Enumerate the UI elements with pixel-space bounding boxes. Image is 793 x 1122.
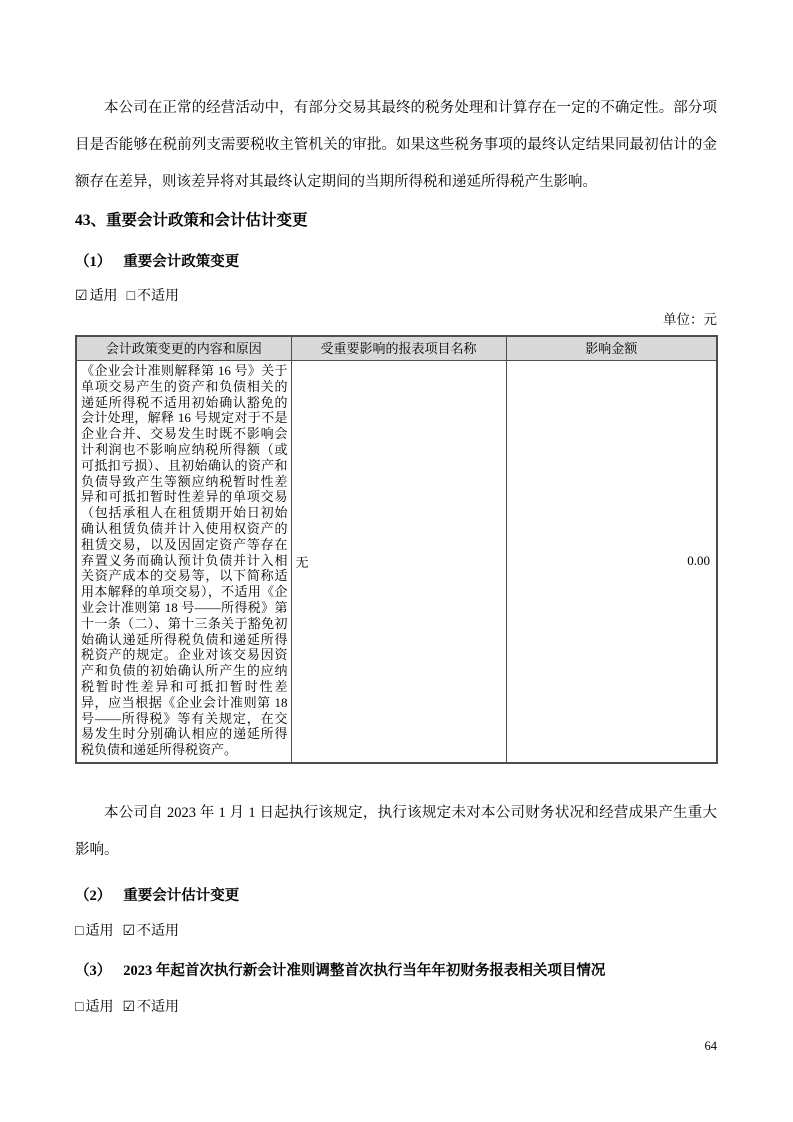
applicable-option (75, 289, 118, 304)
checkbox-unchecked-icon: □ (75, 999, 84, 1015)
checkbox-checked-icon: ☑ (122, 999, 136, 1015)
subsection-3-title: 2023 年起首次执行新会计准则调整首次执行当年年初财务报表相关项目情况 (123, 962, 606, 979)
checkbox-unchecked-icon: □ (126, 289, 136, 304)
checkbox-unchecked-icon: □ (75, 923, 84, 939)
page-number: 64 (704, 1039, 717, 1053)
unit-label: 单位：元 (663, 312, 717, 327)
not-applicable-label: 不适用 (137, 999, 180, 1015)
subsection-1-title: 重要会计政策变更 (123, 254, 240, 270)
not-applicable-label: 不适用 (137, 923, 180, 939)
cell-content-and-reason: 《企业会计准则解释第 16 号》关于单项交易产生的资产和负债相关的递延所得税不适用初始确认豁免的会计处理，解释 16 号规定对于不是企业合并、交易发生时既不影响会计利润也不影响应纳税所得额（或可抵扣亏损）、且初始确认的资产和负债导致产生等额应纳税暂时性差异和可抵扣暂时性差异的单项交易（包括承租人在租赁期开始日初始确认租赁负债并计入使用权资产的租赁交易，以及因固定资产等存在弃置义务而确认预计负债并计入相关资产成本的交易等，以下简称适用本解释的单项交易），不适用《企业会计准则第 18 号——所得税》第十一条（二）、第十三条关于豁免初始确认递延所得税负债和递延所得税资产的规定。企业对该交易因资产和负债的初始确认所产生的应纳税暂时性差异和可抵扣暂时性差异，应当根据《企业会计准则第 18 号——所得税》等有关规定，在交易发生时分别确认相应的递延所得税负债和递延所得税资产。 (76, 361, 291, 763)
column-header-content-reason: 会计政策变更的内容和原因 (76, 336, 291, 361)
section-43-heading: 43、重要会计政策和会计估计变更 (75, 212, 308, 229)
subsection-2-number: （2） (75, 887, 112, 904)
intro-paragraph: 本公司在正常的经营活动中，有部分交易其最终的税务处理和计算存在一定的不确定性。部分项目是否能够在税前列支需要税收主管机关的审批。如果这些税务事项的最终认定结果同最初估计的金额存在差异，则该差异将对其最终认定期间的当期所得税和递延所得税产生影响。 (75, 100, 717, 190)
not-applicable-option (122, 1000, 179, 1015)
subsection-1-heading (75, 252, 717, 272)
not-applicable-label: 不适用 (137, 289, 180, 304)
applicable-option (75, 924, 113, 939)
applicable-option (75, 1000, 113, 1015)
applicable-label: 适用 (85, 999, 114, 1015)
applicability-line-1 (75, 287, 717, 306)
subsection-2-heading (75, 886, 717, 906)
execution-paragraph: 本公司自 2023 年 1 月 1 日起执行该规定，执行该规定未对本公司财务状况和经营成果产生重大影响。 (75, 804, 717, 858)
subsection-3-number: （3） (75, 962, 112, 979)
not-applicable-option (122, 924, 179, 939)
column-header-affected-items: 受重要影响的报表项目名称 (291, 336, 506, 361)
table-row (76, 361, 717, 763)
checkbox-checked-icon: ☑ (75, 289, 88, 304)
column-header-impact-amount: 影响金额 (506, 336, 717, 361)
applicability-line-2 (75, 922, 717, 941)
subsection-2-title: 重要会计估计变更 (123, 887, 240, 904)
table-header-row (76, 336, 717, 361)
subsection-3-heading (75, 961, 717, 981)
checkbox-checked-icon: ☑ (122, 923, 136, 939)
applicability-line-3 (75, 998, 717, 1017)
cell-impact-amount: 0.00 (506, 361, 717, 763)
applicable-label: 适用 (89, 289, 118, 304)
applicable-label: 适用 (85, 923, 114, 939)
not-applicable-option (127, 289, 179, 304)
cell-affected-items: 无 (291, 361, 506, 763)
subsection-1-number: （1） (75, 254, 112, 270)
policy-change-table (75, 335, 718, 764)
